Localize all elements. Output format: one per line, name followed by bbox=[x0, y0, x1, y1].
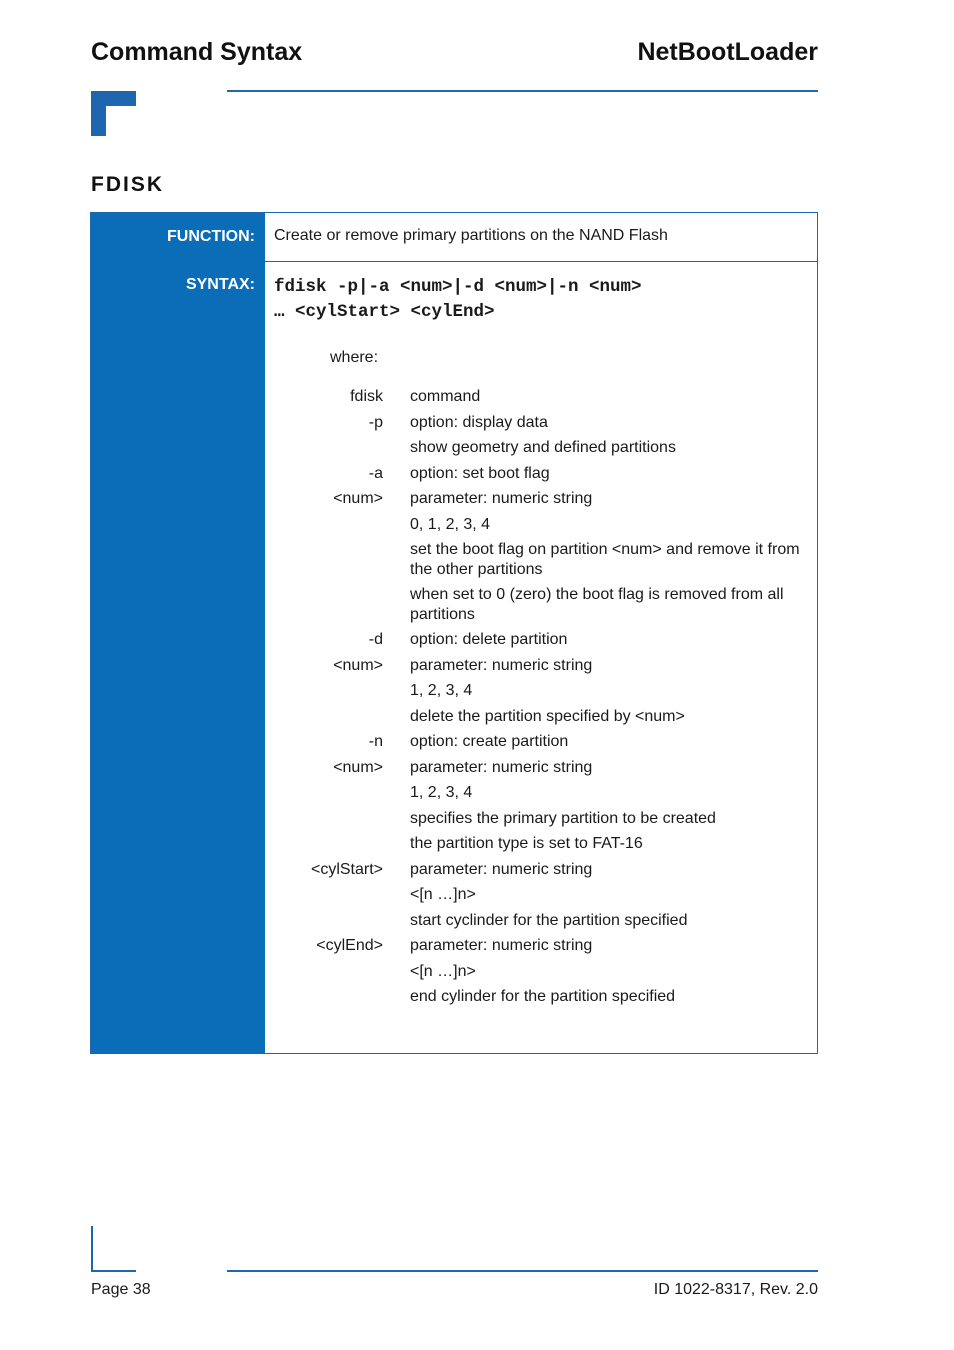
param-key bbox=[265, 540, 383, 579]
param-key: fdisk bbox=[350, 388, 383, 405]
document-id: ID 1022-8317, Rev. 2.0 bbox=[653, 1281, 818, 1298]
param-key bbox=[265, 438, 383, 458]
param-row bbox=[265, 809, 817, 829]
param-desc: option: set boot flag bbox=[410, 464, 550, 482]
param-row bbox=[265, 540, 817, 579]
param-desc: parameter: numeric string bbox=[410, 758, 593, 776]
param-desc: 0, 1, 2, 3, 4 bbox=[410, 515, 491, 533]
param-desc: 1, 2, 3, 4 bbox=[410, 682, 473, 699]
page-number: Page 38 bbox=[91, 1281, 151, 1298]
param-row bbox=[265, 860, 817, 880]
param-desc: parameter: numeric string bbox=[410, 860, 593, 878]
param-desc: command bbox=[410, 388, 481, 405]
parameter-list bbox=[265, 387, 817, 1005]
param-key bbox=[265, 809, 383, 829]
param-key: -p bbox=[368, 413, 383, 431]
param-key: -d bbox=[368, 631, 383, 648]
label-column bbox=[91, 213, 265, 1053]
param-row bbox=[265, 464, 817, 484]
param-key bbox=[265, 885, 383, 905]
param-key: <cylEnd> bbox=[316, 937, 383, 954]
function-label: FUNCTION: bbox=[167, 228, 255, 245]
param-row bbox=[265, 387, 817, 407]
function-text: Create or remove primary partitions on the NAND Flash bbox=[274, 227, 668, 244]
param-desc: end cylinder for the partition specified bbox=[410, 988, 676, 1005]
param-desc: start cyclinder for the partition specified bbox=[410, 911, 688, 929]
syntax-line-2: … <cylStart> <cylEnd> bbox=[274, 302, 495, 322]
param-key bbox=[265, 834, 383, 854]
param-desc: option: create partition bbox=[410, 733, 569, 750]
param-key bbox=[265, 911, 383, 931]
param-row bbox=[265, 656, 817, 676]
param-desc: <[n …]n> bbox=[410, 962, 476, 980]
param-row bbox=[265, 987, 817, 1007]
command-table bbox=[90, 212, 818, 1054]
param-desc: delete the partition specified by <num> bbox=[410, 707, 685, 725]
param-key: <cylStart> bbox=[310, 860, 383, 878]
header-rule bbox=[227, 90, 818, 92]
header-product-title: NetBootLoader bbox=[637, 38, 818, 66]
param-desc: show geometry and defined partitions bbox=[410, 439, 676, 456]
param-row bbox=[265, 413, 817, 433]
param-desc: specifies the primary partition to be created bbox=[410, 809, 716, 827]
param-key bbox=[265, 783, 383, 803]
param-desc: parameter: numeric string bbox=[410, 490, 593, 507]
param-desc: option: delete partition bbox=[410, 631, 568, 648]
param-key bbox=[265, 515, 383, 535]
param-desc: parameter: numeric string bbox=[410, 656, 593, 674]
header-chapter-title: Command Syntax bbox=[91, 38, 303, 66]
param-key bbox=[265, 962, 383, 982]
param-row bbox=[265, 707, 817, 727]
param-desc: parameter: numeric string bbox=[410, 937, 593, 954]
param-key bbox=[265, 681, 383, 701]
where-label: where: bbox=[330, 349, 379, 366]
param-row bbox=[265, 630, 817, 650]
param-desc: set the boot flag on partition <num> and remove it from the other partitions bbox=[410, 541, 800, 578]
footer-corner-vertical bbox=[91, 1226, 93, 1272]
param-key bbox=[265, 585, 383, 624]
param-row bbox=[265, 489, 817, 509]
param-key: <num> bbox=[333, 656, 383, 674]
param-key: <num> bbox=[333, 758, 383, 776]
param-row bbox=[265, 911, 817, 931]
param-desc: option: display data bbox=[410, 413, 548, 431]
corner-mark-top-vertical bbox=[91, 91, 106, 136]
param-key: -a bbox=[368, 464, 383, 482]
param-row bbox=[265, 681, 817, 701]
syntax-code bbox=[274, 275, 642, 325]
param-row bbox=[265, 732, 817, 752]
footer-corner-horizontal bbox=[91, 1270, 136, 1272]
param-row bbox=[265, 834, 817, 854]
param-key bbox=[265, 987, 383, 1007]
param-key: <num> bbox=[333, 490, 383, 507]
param-row bbox=[265, 585, 817, 624]
param-key: -n bbox=[368, 733, 383, 750]
param-row bbox=[265, 515, 817, 535]
param-row bbox=[265, 885, 817, 905]
row-divider bbox=[265, 261, 817, 262]
param-row bbox=[265, 783, 817, 803]
param-desc: <[n …]n> bbox=[410, 886, 476, 903]
param-row bbox=[265, 758, 817, 778]
param-row bbox=[265, 962, 817, 982]
param-desc: 1, 2, 3, 4 bbox=[410, 784, 473, 801]
section-title: FDISK bbox=[91, 173, 164, 196]
param-desc: when set to 0 (zero) the boot flag is removed from all partitions bbox=[410, 586, 784, 623]
param-row bbox=[265, 936, 817, 956]
syntax-label: SYNTAX: bbox=[185, 276, 255, 293]
param-key bbox=[265, 707, 383, 727]
param-desc: the partition type is set to FAT-16 bbox=[410, 835, 643, 852]
footer-rule bbox=[227, 1270, 818, 1272]
param-row bbox=[265, 438, 817, 458]
syntax-line-1: fdisk -p|-a <num>|-d <num>|-n <num> bbox=[274, 277, 642, 297]
